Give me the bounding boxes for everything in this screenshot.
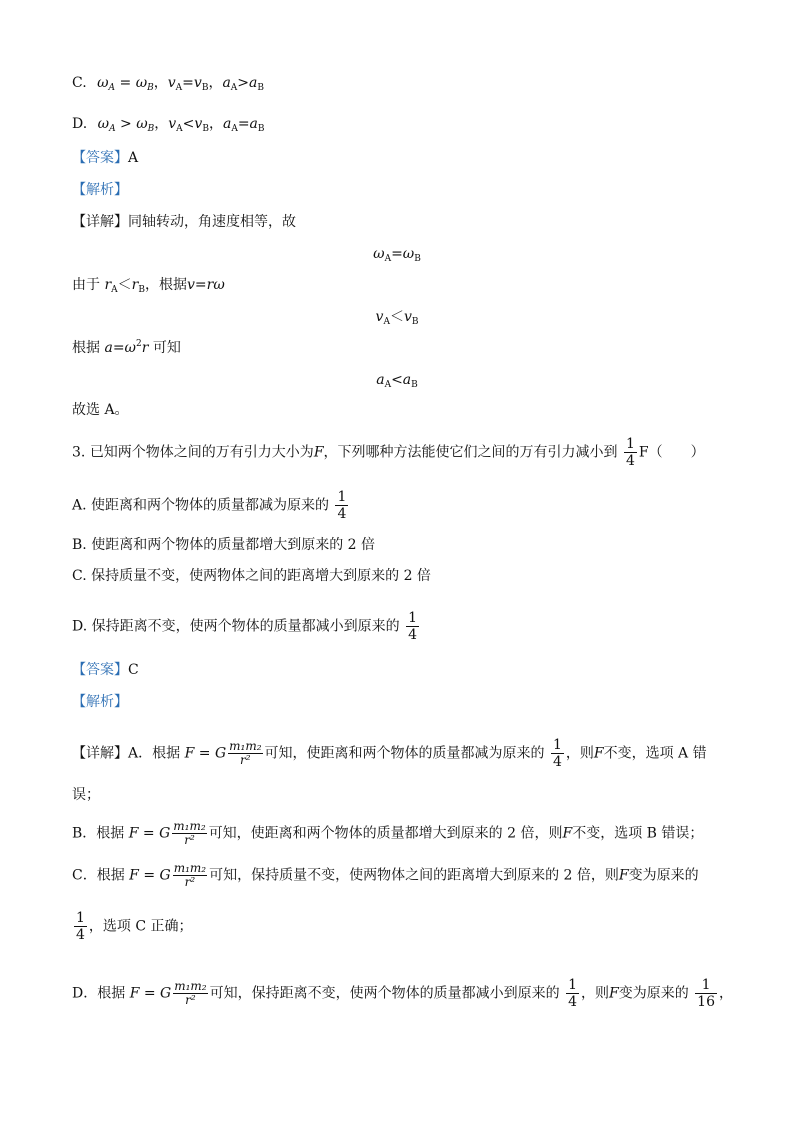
symbol-F: F (313, 444, 324, 461)
fraction-one-quarter: $\frac{1}{4}$ (337, 489, 347, 522)
stem-tail: F（ ） (638, 444, 705, 461)
detail-d-mid: 可知，保持距离不变，使两个物体的质量都减小到原来的 (209, 985, 560, 1002)
q3-detail-a: 【详解】A．根据 F = G $\frac{\text{m₁m₂}}{\text{r²}}$ 可知，使距离和两个物体的质量都减为原来的 $\frac{1}{4}$ ，则F不变，选项 A 错 (72, 737, 707, 770)
fraction-one-sixteenth: $\frac{1}{16}$ (697, 977, 715, 1010)
detail-c-post: 变为原来的 (628, 867, 699, 884)
since-mid: ，根据 (144, 277, 187, 293)
detail-a-pre: A．根据 (128, 745, 181, 762)
analysis-tag: 【解析】 (72, 694, 128, 710)
fraction-one-quarter: $\frac{1}{4}$ (408, 610, 418, 643)
fraction-one-quarter: $\frac{1}{4}$ (568, 977, 577, 1010)
q2-eq-omega: $\omega_A=\omega_B$ (373, 246, 421, 264)
q3-analysis-tag (72, 692, 128, 712)
q2-eq-velocity: $v_A<v_B$ (375, 309, 419, 327)
stem-text: 已知两个物体之间的万有引力大小为 (89, 444, 314, 461)
accel-relation: < (391, 372, 403, 388)
detail-b-pre: B．根据 (72, 825, 125, 842)
fraction-one-quarter: $\frac{1}{4}$ (552, 737, 562, 770)
fraction-one-quarter: $\frac{1}{4}$ (625, 436, 635, 469)
detail-a-post1: ，则 (565, 745, 594, 762)
velocity-relation: = (182, 75, 194, 91)
formula-m1m2-over-r2: $\frac{\text{m₁m₂}}{\text{r²}}$ (174, 979, 207, 1007)
detail-b-mid: 可知，使距离和两个物体的质量都增大到原来的 2 倍，则 (208, 825, 563, 842)
question-number: 3. (72, 444, 86, 461)
detail-text: 同轴转动，角速度相等，故 (128, 214, 296, 230)
q3-option-c (72, 566, 431, 586)
omega-relation: > (120, 116, 132, 132)
symbol-F: F (618, 867, 629, 884)
detail-a-wrap: 误； (72, 787, 100, 803)
q3-stem (72, 436, 705, 469)
detail-d-pre: D．根据 (72, 985, 126, 1002)
analysis-tag: 【解析】 (72, 182, 128, 198)
detail-tag: 【详解】 (72, 214, 128, 230)
option-text: 保持质量不变，使两物体之间的距离增大到原来的 2 倍 (91, 568, 431, 584)
detail-c-mid: 可知，保持质量不变，使两物体之间的距离增大到原来的 2 倍，则 (209, 867, 619, 884)
detail-d-post1: ，则 (581, 985, 609, 1002)
fraction-one-quarter: $\frac{1}{4}$ (76, 910, 85, 943)
omega-relation: = (119, 75, 132, 91)
by-text: 根据 (72, 340, 100, 356)
detail-c-wrap: ，选项 C 正确； (88, 918, 193, 935)
answer-tag: 【答案】 (72, 662, 128, 678)
detail-d-tail: ， (719, 985, 733, 1002)
option-letter: D. (72, 618, 88, 635)
q3-detail-d: D．根据 F = G $\frac{\text{m₁m₂}}{\text{r²}}$ 可知，保持距离不变，使两个物体的质量都减小到原来的 $\frac{1}{4}$ ，则F变为原来的 $\frac{1}{16}$ ， (72, 977, 733, 1010)
option-letter: A. (72, 497, 87, 514)
q2-detail (72, 212, 296, 232)
q2-option-c: C. $\omega_A = \omega_B$，$v_A=v_B$，$a_A>a_B$ (72, 75, 265, 93)
detail-d-post2: 变为原来的 (618, 985, 689, 1002)
detail-a-mid: 可知，使距离和两个物体的质量都减为原来的 (264, 745, 545, 762)
q3-detail-c: C．根据 F = G $\frac{\text{m₁m₂}}{\text{r²}}$ 可知，保持质量不变，使两物体之间的距离增大到原来的 2 倍，则F变为原来的 (72, 861, 699, 889)
symbol-F: F (562, 825, 573, 842)
option-text: 使距离和两个物体的质量都减为原来的 (91, 497, 330, 514)
answer-value: A (128, 150, 139, 166)
option-letter: B. (72, 537, 87, 553)
since-text: 由于 (72, 277, 100, 293)
q3-detail-c-wrap (72, 910, 193, 943)
q2-answer (72, 148, 138, 168)
q3-detail-b: B．根据 F = G $\frac{\text{m₁m₂}}{\text{r²}}$ 可知，使距离和两个物体的质量都增大到原来的 2 倍，则F不变，选项 B 错误； (72, 819, 704, 847)
velocity-relation: < (182, 116, 195, 132)
option-letter: D. (72, 116, 88, 132)
symbol-F: F (609, 985, 619, 1002)
accel-relation: = (237, 116, 250, 132)
formula-m1m2-over-r2: $\frac{\text{m₁m₂}}{\text{r²}}$ (173, 819, 206, 847)
option-text: 使距离和两个物体的质量都增大到原来的 2 倍 (91, 537, 376, 553)
option-text: 保持距离不变，使两个物体的质量都减小到原来的 (91, 618, 400, 635)
detail-a-post2: 不变，选项 A 错 (603, 745, 707, 762)
formula-m1m2-over-r2: $\frac{\text{m₁m₂}}{\text{r²}}$ (229, 739, 262, 767)
detail-c-pre: C．根据 (72, 867, 125, 884)
answer-value: C (128, 662, 139, 678)
detail-b-post: 不变，选项 B 错误； (572, 825, 704, 842)
accel-relation: > (237, 75, 250, 91)
stem-text-2: ，下列哪种方法能使它们之间的万有引力减小到 (323, 444, 618, 461)
q2-since-line: 由于 $r_A<r_B$，根据v=rω (72, 277, 225, 295)
symbol-F: F (593, 745, 604, 762)
q3-detail-a-wrap (72, 785, 100, 805)
q2-analysis-tag (72, 180, 128, 200)
q2-eq-accel: $a_A<a_B$ (376, 372, 418, 390)
formula-m1m2-over-r2: $\frac{\text{m₁m₂}}{\text{r²}}$ (173, 861, 207, 889)
detail-tag: 【详解】 (72, 745, 128, 762)
q3-option-a (72, 489, 350, 522)
option-letter: C. (72, 568, 87, 584)
conclusion-text: 故选 A。 (72, 402, 129, 418)
q2-by-line: 根据 $a=\omega^2r$ 可知 (72, 339, 181, 356)
answer-tag: 【答案】 (72, 150, 128, 166)
formula-v-r-omega: v=rω (186, 277, 225, 293)
q3-option-d (72, 610, 421, 643)
option-letter: C. (72, 75, 87, 91)
q3-answer (72, 660, 139, 680)
velocity-relation: ＜ (389, 309, 404, 325)
q2-option-d: D. $\omega_A > \omega_B$，$v_A<v_B$，$a_A=a_B$ (72, 116, 265, 134)
q3-option-b (72, 535, 375, 555)
by-post: 可知 (152, 340, 181, 356)
q2-conclusion (72, 400, 129, 420)
